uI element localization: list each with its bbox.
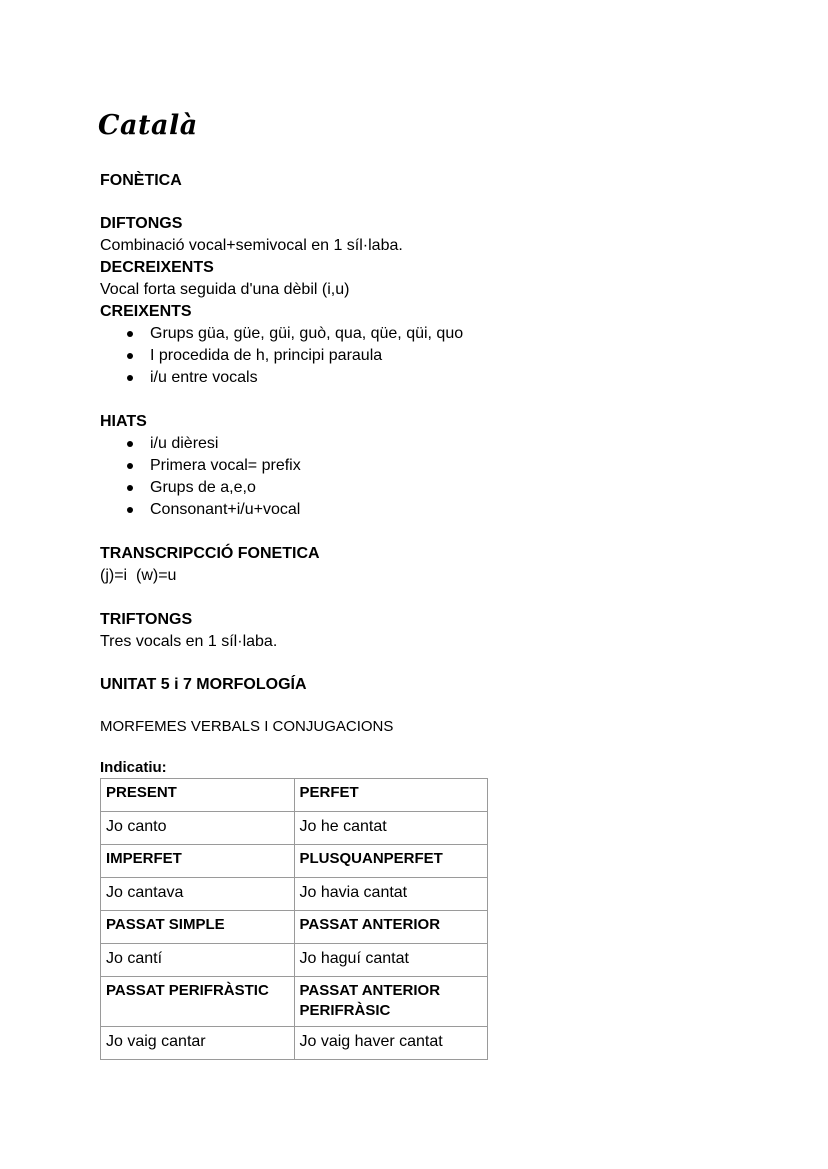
table-cell: IMPERFET	[101, 845, 295, 878]
creixents-list	[100, 323, 463, 389]
list-item: Grups de a,e,o	[100, 477, 301, 499]
section-fonetica	[100, 170, 182, 192]
list-item: i/u entre vocals	[100, 367, 463, 389]
section-triftongs	[100, 609, 277, 653]
heading-transcripcio: TRANSCRIPCCIÓ FONETICA	[100, 545, 320, 562]
table-cell: PASSAT ANTERIOR	[294, 911, 488, 944]
heading-creixents: CREIXENTS	[100, 303, 192, 320]
heading-unitat: UNITAT 5 i 7 MORFOLOGÍA	[100, 676, 307, 693]
transcripcio-text: (j)=i (w)=u	[100, 567, 177, 584]
section-diftongs	[100, 213, 463, 389]
section-transcripcio	[100, 543, 320, 587]
page-title: Català	[98, 110, 198, 141]
list-item: Primera vocal= prefix	[100, 455, 301, 477]
table-cell: PASSAT PERIFRÀSTIC	[101, 977, 295, 1027]
table-cell: Jo canto	[101, 812, 295, 845]
table-row	[101, 812, 488, 845]
bullet-icon	[127, 463, 133, 469]
diftongs-text: Combinació vocal+semivocal en 1 síl·laba.	[100, 237, 403, 254]
bullet-icon	[127, 331, 133, 337]
table-cell: PRESENT	[101, 779, 295, 812]
section-hiats	[100, 411, 301, 521]
triftongs-text: Tres vocals en 1 síl·laba.	[100, 633, 278, 650]
subheading-morfemes: MORFEMES VERBALS I CONJUGACIONS	[100, 718, 394, 735]
table-row	[101, 878, 488, 911]
section-unitat	[100, 674, 307, 696]
table-cell: Jo haguí cantat	[294, 944, 488, 977]
table-row	[101, 944, 488, 977]
heading-fonetica: FONÈTICA	[100, 172, 182, 189]
list-item: i/u dièresi	[100, 433, 301, 455]
table-row	[101, 779, 488, 812]
list-item: I procedida de h, principi paraula	[100, 345, 463, 367]
table-cell: PASSAT SIMPLE	[101, 911, 295, 944]
bullet-icon	[127, 375, 133, 381]
table-cell: Jo vaig haver cantat	[294, 1027, 488, 1060]
bullet-icon	[127, 507, 133, 513]
list-item: Consonant+i/u+vocal	[100, 499, 301, 521]
table-row	[101, 845, 488, 878]
decreixents-text: Vocal forta seguida d'una dèbil (i,u)	[100, 281, 350, 298]
conjugation-table	[100, 778, 488, 1060]
bullet-icon	[127, 441, 133, 447]
table-row	[101, 911, 488, 944]
table-row	[101, 1027, 488, 1060]
bullet-icon	[127, 485, 133, 491]
bullet-icon	[127, 353, 133, 359]
list-item: Grups güa, güe, güi, guò, qua, qüe, qüi, quo	[100, 323, 463, 345]
table-cell: Jo vaig cantar	[101, 1027, 295, 1060]
table-cell: PASSAT ANTERIOR PERIFRÀSIC	[294, 977, 488, 1027]
table-cell: Jo havia cantat	[294, 878, 488, 911]
table-row	[101, 977, 488, 1027]
table-label: Indicatiu:	[100, 759, 167, 776]
table-cell: PERFET	[294, 779, 488, 812]
table-cell: PLUSQUANPERFET	[294, 845, 488, 878]
table-cell: Jo he cantat	[294, 812, 488, 845]
heading-diftongs: DIFTONGS	[100, 215, 183, 232]
heading-decreixents: DECREIXENTS	[100, 259, 214, 276]
hiats-list	[100, 433, 301, 521]
table-cell: Jo cantava	[101, 878, 295, 911]
heading-hiats: HIATS	[100, 413, 147, 430]
table-cell: Jo cantí	[101, 944, 295, 977]
heading-triftongs: TRIFTONGS	[100, 611, 193, 628]
